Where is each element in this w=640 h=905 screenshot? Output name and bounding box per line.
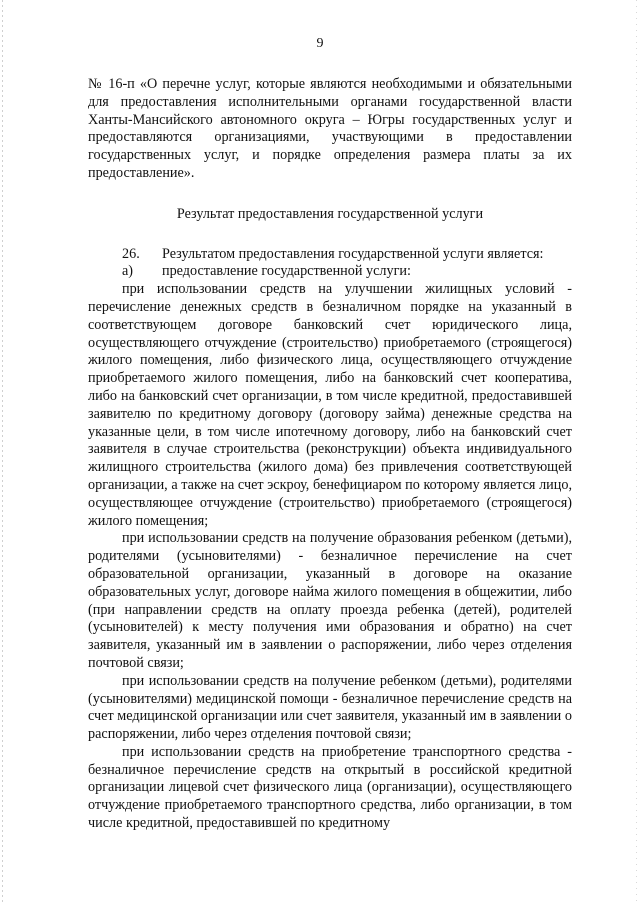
- paragraph-housing: при использовании средств на улучшении жилищных условий - перечисление денежных средств в безналичном порядке на указанный в соответствующем договоре банковский счет юридического лица, осуществляющего отчуждение (строительство) приобретаемого (строящегося) жилого помещения, либо физического лица, осуществляющего отчуждение приобретаемого жилого помещения, либо на банковский счет кооператива, либо на банковский счет организации, в том числе кредитной, предоставившей заявителю по кредитному договору (договору займа) денежные средства на указанные цели, в том числе ипотечному договору, либо на банковский счет заявителя в случае строительства (реконструкции) объекта индивидуального жилищного строительства (жилого дома) без привлечения соответствующей организации, а также на счет эскроу, бенефициаром по которому является лицо, осуществляющее отчуждение (строительство) приобретаемого (строящегося) жилого помещения;: [88, 281, 572, 529]
- scan-edge-right: [636, 0, 637, 905]
- section-heading: Результат предоставления государственной услуги: [176, 205, 484, 222]
- item-letter: а): [122, 263, 134, 280]
- scan-edge-left: [2, 0, 3, 905]
- page-number: 9: [316, 36, 324, 51]
- item-text: предоставление государственной услуги:: [162, 263, 411, 280]
- intro-paragraph: № 16-п «О перечне услуг, которые являются необходимыми и обязательными для предоставления исполнительными органами государственной власти Ханты-Мансийского автономного округа – Югры государственных услуг и предоставляются организациями, участвующими в предоставлении государственных услуг, и порядке определения размера платы за их предоставление».: [88, 76, 572, 181]
- item-number: 26.: [122, 245, 140, 262]
- item-text: Результатом предоставления государственной услуги является:: [162, 245, 544, 262]
- paragraph-medical: при использовании средств на получение ребенком (детьми), родителями (усыновителями) медицинской помощи - безналичное перечисление средств на счет медицинской организации или счет заявителя, указанный им в заявлении о распоряжении, либо через отделения почтовой связи;: [88, 672, 572, 743]
- document-body: [88, 76, 572, 833]
- list-item-a: [88, 263, 572, 281]
- list-item-26: [88, 246, 572, 264]
- paragraph-education: при использовании средств на получение образования ребенком (детьми), родителями (усыновителями) - безналичное перечисление на счет образовательной организации, указанный в договоре на оказание образовательных услуг, договоре найма жилого помещения в общежитии, либо (при направлении средств на оплату проезда ребенка (детей), родителей (усыновителей) к месту получения ими образования и обратно) на счет заявителя, указанный им в заявлении о распоряжении, либо через отделения почтовой связи;: [88, 530, 572, 671]
- paragraph-vehicle: при использовании средств на приобретение транспортного средства - безналичное перечисление средств на открытый в российской кредитной организации лицевой счет физического лица (организации), осуществляющего отчуждение приобретаемого транспортного средства, либо организации, в том числе кредитной, предоставившей по кредитному: [88, 743, 572, 832]
